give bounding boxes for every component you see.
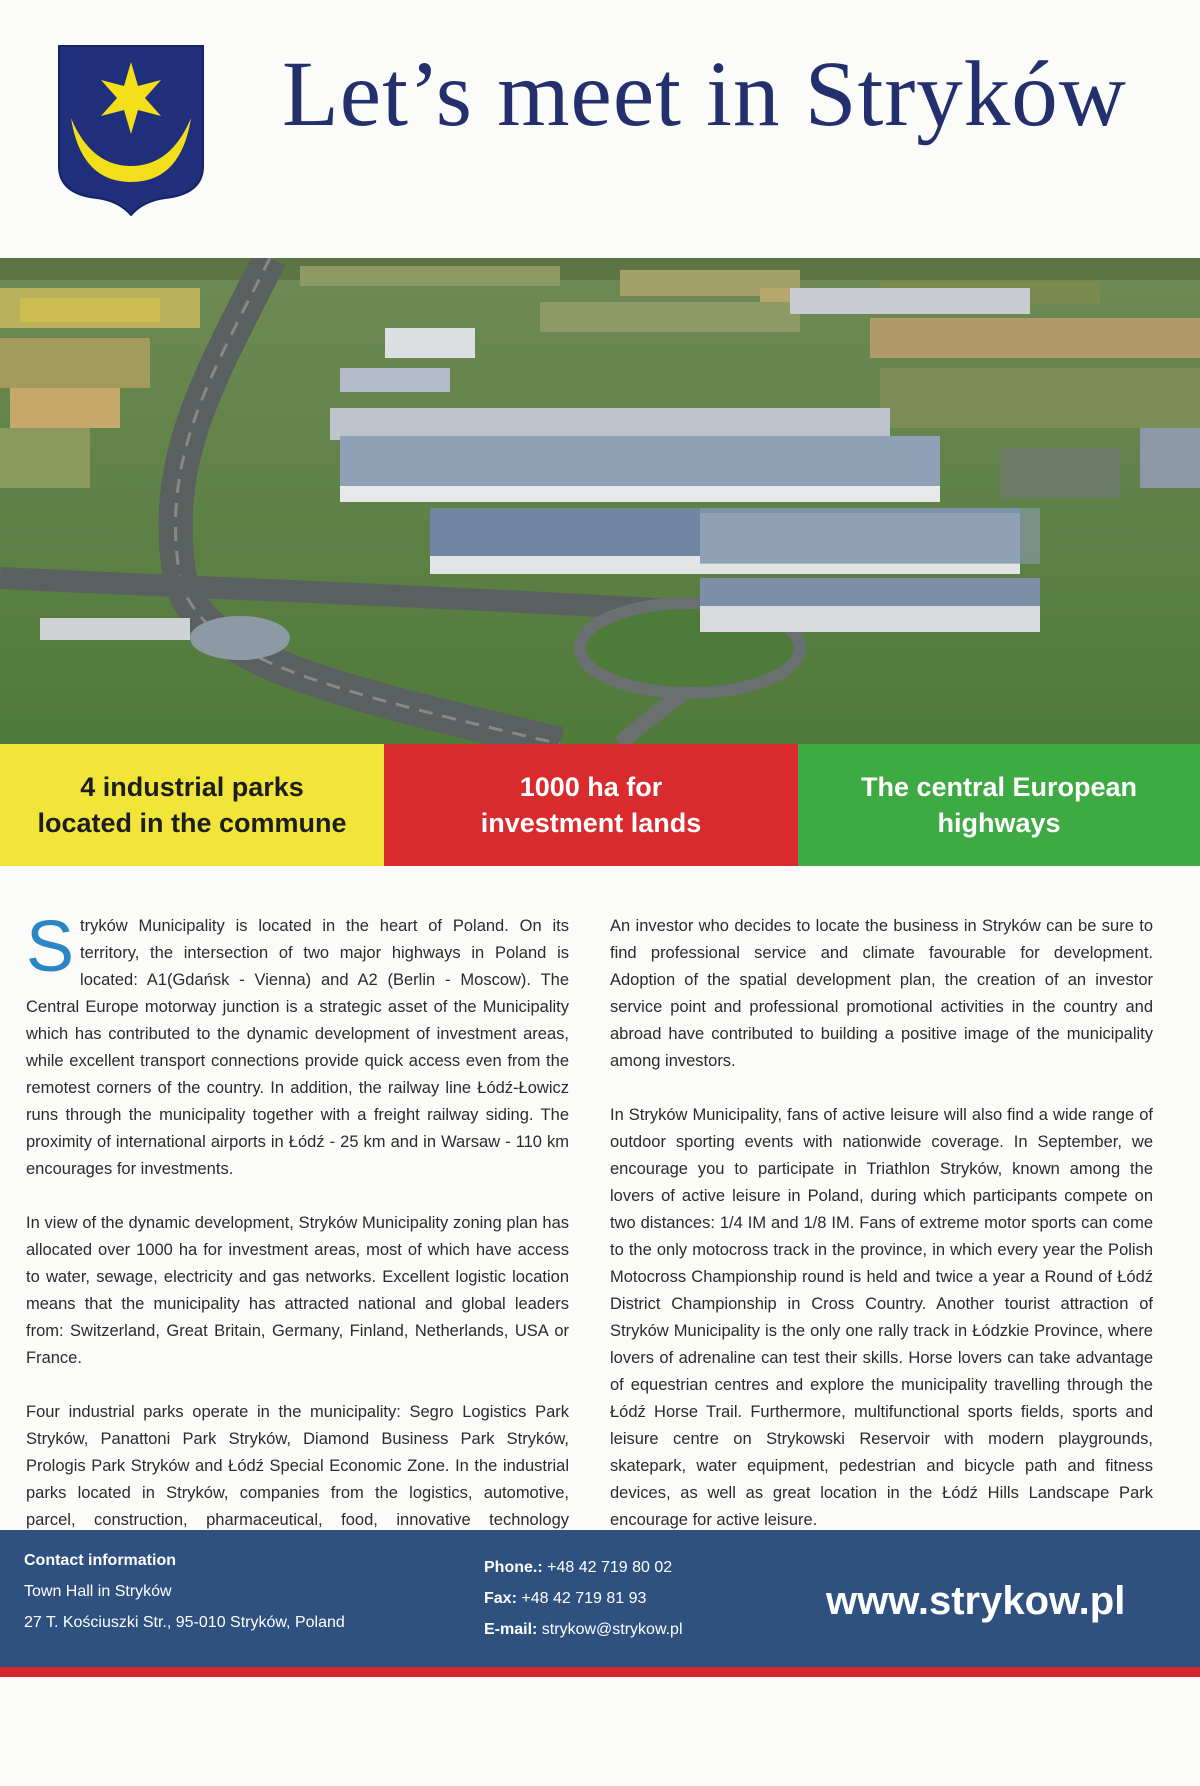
highlight-line: highways (937, 808, 1061, 838)
email-label: E-mail: (484, 1621, 538, 1638)
fax-label: Fax: (484, 1590, 517, 1607)
highlight-highways (798, 744, 1200, 866)
phone-block (484, 1552, 683, 1645)
contact-heading: Contact information (24, 1552, 176, 1569)
article-paragraph (26, 907, 569, 1183)
article-paragraph: In Stryków Municipality, fans of active leisure will also find a wide range of outdoor sporting events with nationwide coverage. In September, we encourage you to participate in Triathlon Stryków, known among the lovers of active leisure in Poland, during which participants compete on two distances: 1/4 IM and 1/8 IM. Fans of extreme motor sports can come to the only motocross track in the province, in which every year the Polish Motocross Championship round is held and twice a year a Round of Łódź District Championship in Cross Country. Another tourist attraction of Stryków Municipality is the only one rally track in Łódzkie Province, where lovers of adrenaline can test their skills. Horse lovers can take advantage of equestrian centres and explore the municipality travelling through the Łódź Horse Trail. Furthermore, multifunctional sports fields, sports and leisure centre on Strykowski Reservoir with modern playgrounds, skatepark, water equipment, pedestrian and bicycle path and fitness devices, as well as great location in the Łódź Hills Landscape Park encourage for active leisure. (610, 1106, 1153, 1529)
phone-label: Phone.: (484, 1559, 543, 1576)
page-title: Let’s meet in Stryków (282, 43, 1127, 146)
website-link[interactable]: www.strykow.pl (826, 1579, 1126, 1623)
highlight-line: 4 industrial parks (80, 772, 304, 802)
article-paragraph: Four industrial parks operate in the municipality: Segro Logistics Park Stryków, Panattoni Park Stryków, Diamond Business Park Stryków, Prologis Park Stryków and Łódź Special Economic Zone. In the industrial parks located in Stryków, companies from the logistics, automotive, parcel, construction, pharmaceutical, food, innovative technology (26, 1403, 569, 1529)
article-paragraph: In view of the dynamic development, Stryków Municipality zoning plan has allocated over 1000 ha for investment areas, most of which have access to water, sewage, electricity and gas networks. Excellent logistic location means that the municipality has attracted national and global leaders from: Switzerland, Great Britain, Germany, Finland, Netherlands, USA or France. (26, 1214, 569, 1367)
highlight-line: located in the commune (37, 808, 347, 838)
phone-value[interactable]: +48 42 719 80 02 (547, 1559, 673, 1576)
highlight-line: investment lands (480, 808, 702, 838)
highlight-line: 1000 ha for (519, 772, 663, 802)
footer-red-stripe (0, 1667, 1200, 1677)
article-paragraph: An investor who decides to locate the business in Stryków can be sure to find professional service and climate favourable for development. Adoption of the spatial development plan, the creation of an investor service point and professional promotional activities in the country and abroad have contributed to building a positive image of the municipality among investors. (610, 917, 1153, 1070)
contact-name: Town Hall in Stryków (24, 1583, 172, 1600)
contact-block (24, 1545, 345, 1638)
aerial-photo-industrial-parks (0, 258, 1200, 744)
highlight-line: The central European (860, 772, 1138, 802)
email-link[interactable]: strykow@strykow.pl (541, 1621, 683, 1638)
contact-address: 27 T. Kościuszki Str., 95-010 Stryków, Poland (24, 1614, 345, 1631)
highlight-industrial-parks (0, 744, 384, 866)
article-column-right (610, 913, 1153, 1561)
article-paragraph-text: tryków Municipality is located in the heart of Poland. On its territory, the intersection of two major highways in Poland is located: A1(Gdańsk - Vienna) and A2 (Berlin - Moscow). The Central Europe motorway junction is a strategic asset of the Municipality which has contributed to the dynamic development of investment areas, while excellent transport connections provide quick access even from the remotest corners of the country. In addition, the railway line Łódź-Łowicz runs through the municipality together with a freight railway siding. The proximity of international airports in Łódź - 25 km and in Warsaw - 110 km encourages for investments. (26, 917, 569, 1178)
highlight-investment-lands (384, 744, 798, 866)
article-column-left (26, 907, 569, 1588)
fax-value: +48 42 719 81 93 (521, 1590, 647, 1607)
coat-of-arms-star-crescent-icon (57, 44, 205, 216)
drop-cap: S (26, 907, 75, 987)
